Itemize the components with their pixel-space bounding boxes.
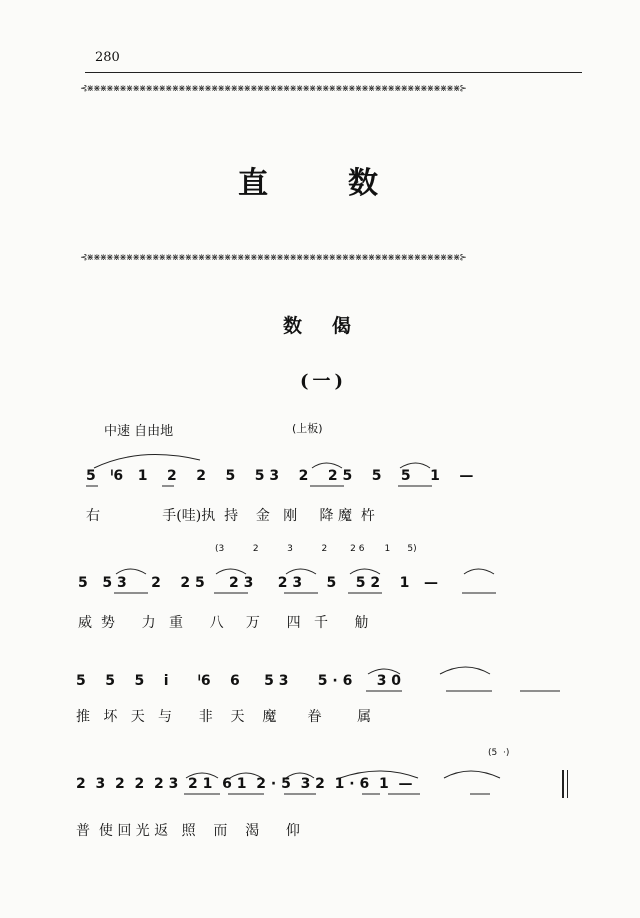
final-barline-thin [567, 770, 568, 798]
piece-number: (一) [300, 371, 348, 392]
row4-underlines [80, 792, 580, 798]
piece-title: 数偈 [283, 315, 382, 337]
notation-row-3: 5 5 5 i ˡ6 6 5 3 5 · 6 3 0 [76, 673, 402, 689]
row1-underlines [80, 484, 580, 490]
annotation-row-2: (3 2 3 2 2 6 1 5) [215, 544, 417, 554]
tempo-marking: 中速 自由地 [104, 424, 174, 439]
header-rule [85, 72, 582, 73]
row3-underlines [80, 689, 580, 695]
lyrics-row-2: 威 势 力 重 八 万 四 千 觔 [78, 615, 369, 631]
lyrics-row-3: 推 坏 天 与 非 天 魔 眷 属 [76, 709, 372, 725]
row2-underlines [80, 591, 580, 597]
annotation-row-4: (5 ·) [488, 748, 510, 758]
final-barline [562, 770, 564, 798]
notation-row-2: 5 5 3 2 2 5 2 3 2 3 5 5 2 1 — [78, 575, 438, 591]
section-title: 直数 [238, 166, 458, 201]
ornament-border-bottom: ⊰⋇⋇⋇⋇⋇⋇⋇⋇⋇⋇⋇⋇⋇⋇⋇⋇⋇⋇⋇⋇⋇⋇⋇⋇⋇⋇⋇⋇⋇⋇⋇⋇⋇⋇⋇⋇⋇⋇⋇⋇⋇⋇⋇⋇⋇⋇⋇⋇⋇⋇⋇⋇⋇⋇⋇⋇⋇⊱ [80, 253, 466, 263]
page-number: 280 [95, 50, 120, 65]
notation-row-4: 2 3 2 2 2 3 2 1 6 1 2 · 5 3 2 1 · 6 1 — [76, 776, 413, 792]
notation-row-1: 5 ˡ6 1 2 2 5 5 3 2 2 5 5 5 1 — [86, 468, 474, 484]
lyrics-row-4: 普 使 回 光 返 照 而 渴 仰 [76, 823, 300, 839]
board-marking: (上板) [292, 422, 323, 435]
lyrics-row-1: 右 手(哇)执 持 金 刚 降 魔 杵 [86, 508, 375, 524]
ornament-border-top: ⊰⋇⋇⋇⋇⋇⋇⋇⋇⋇⋇⋇⋇⋇⋇⋇⋇⋇⋇⋇⋇⋇⋇⋇⋇⋇⋇⋇⋇⋇⋇⋇⋇⋇⋇⋇⋇⋇⋇⋇⋇⋇⋇⋇⋇⋇⋇⋇⋇⋇⋇⋇⋇⋇⋇⋇⋇⋇⊱ [80, 84, 466, 94]
